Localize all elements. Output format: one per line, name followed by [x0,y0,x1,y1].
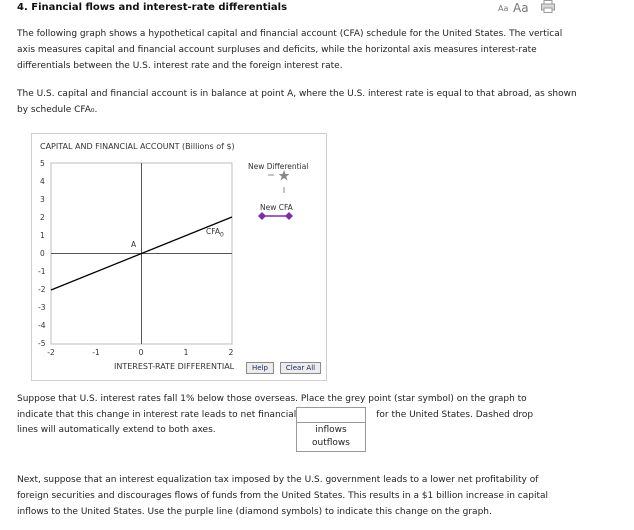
x-tick-label: 2 [228,348,234,357]
new-cfa-label: New CFA [260,203,293,212]
x-tick-label: 0 [138,348,144,357]
flows-dropdown-options [296,422,366,452]
y-tick-label: 5 [40,159,45,168]
x-tick-label: -1 [92,348,100,357]
x-tick-label: -2 [47,348,55,357]
intro-paragraph: The following graph shows a hypothetical capital and financial account (CFA) schedule for the United States. The vertical axis measures capital and financial account surpluses and deficits, while the horizontal axis measures interest-rate differentials between the U.S. interest rate and the foreign interest rate. [17,29,563,71]
y-tick-label: -5 [38,339,46,348]
y-tick-label: -3 [38,303,46,312]
x-tick-label: 1 [183,348,189,357]
option-outflows[interactable]: outflows [312,438,350,448]
y-tick-label: -2 [38,285,46,294]
option-inflows[interactable]: inflows [315,425,347,435]
y-tick-label: -4 [38,321,46,330]
font-decrease-button[interactable]: Aa [498,4,509,13]
balance-paragraph: The U.S. capital and financial account is in balance at point A, where the U.S. interest rate is equal to that abroad, as shown by schedule CFA₀. [17,89,577,115]
y-tick-label: 0 [40,249,45,258]
y-tick-label: 3 [40,195,45,204]
star-point-icon[interactable] [279,170,290,181]
diamond-icon-left[interactable] [258,212,266,220]
y-axis-title: CAPITAL AND FINANCIAL ACCOUNT (Billions of $) [40,142,235,151]
x-axis-title: INTEREST-RATE DIFFERENTIAL [114,362,235,371]
cfa0-label: $CFA_0$ [206,227,224,239]
font-increase-button[interactable]: Aa [513,1,529,15]
part2-text: Next, suppose that an interest equalization tax imposed by the U.S. government leads to a lower net profitability of foreign securities and discourages flows of funds from the United States. This results in a $1 billion increase in capital inflows to the United States. Use the purple line (diamond symbols) to indicate this change on the graph. [17,475,549,517]
y-tick-label: -1 [38,267,46,276]
y-tick-label: 1 [40,231,45,240]
point-a-label: A [131,240,137,249]
new-differential-label: New Differential [248,162,309,171]
y-tick-label: 2 [40,213,45,222]
help-button[interactable]: Help [246,362,274,374]
diamond-icon-right[interactable] [285,212,293,220]
part1-text: Suppose that U.S. interest rates fall 1% below those overseas. Place the grey point (star symbol) on the graph to indicate that this change in interest rate leads to net financial for the United States. Dashed drop lines will automatically extend to both axes. [17,394,534,435]
question-title: 4. Financial flows and interest-rate differentials [17,2,288,13]
y-tick-label: 4 [40,177,45,186]
flows-dropdown[interactable] [296,407,366,423]
clear-all-button[interactable]: Clear All [280,362,321,374]
